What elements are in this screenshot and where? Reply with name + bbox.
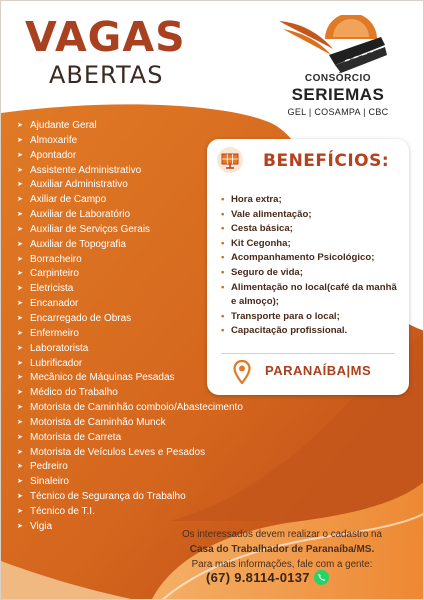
phone-number[interactable]: (67) 9.8114-0137 <box>206 570 310 585</box>
chevron-right-icon: ➤ <box>17 270 23 278</box>
bullet-icon: • <box>221 237 225 249</box>
chevron-right-icon: ➤ <box>17 493 23 501</box>
chevron-right-icon: ➤ <box>17 344 23 352</box>
list-item <box>17 401 243 416</box>
list-item <box>17 505 243 520</box>
job-title: Ajudante Geral <box>30 120 97 131</box>
chevron-right-icon: ➤ <box>17 240 23 248</box>
bullet-icon: • <box>221 194 225 205</box>
page-subtitle: ABERTAS <box>49 61 164 89</box>
chevron-right-icon: ➤ <box>17 225 23 233</box>
chevron-right-icon: ➤ <box>17 211 23 219</box>
logo-name-line2: SERIEMAS <box>291 85 385 104</box>
chevron-right-icon: ➤ <box>17 314 23 322</box>
job-title: Médico do Trabalho <box>30 387 118 399</box>
list-item <box>221 324 399 339</box>
contact-row <box>206 570 329 585</box>
benefit-text: Acompanhamento Psicológico; <box>231 252 375 264</box>
logo-partners: GEL | COSAMPA | CBC <box>287 107 389 117</box>
job-title: Auxiliar de Topografia <box>30 238 126 250</box>
whatsapp-icon[interactable] <box>314 570 329 585</box>
solar-panel-icon <box>217 147 243 173</box>
chevron-right-icon: ➤ <box>17 181 23 189</box>
job-title: Encanador <box>30 298 79 310</box>
bullet-icon: • <box>221 208 225 220</box>
job-title: Pedreiro <box>30 461 68 473</box>
divider <box>221 353 395 354</box>
job-title: Laboratorista <box>30 342 89 354</box>
chevron-right-icon: ➤ <box>17 151 23 159</box>
job-title: Borracheiro <box>30 253 82 265</box>
chevron-right-icon: ➤ <box>17 196 23 204</box>
benefit-text: Capacitação profissional. <box>231 325 348 337</box>
chevron-right-icon: ➤ <box>17 255 23 263</box>
benefit-text: Seguro de vida; <box>231 266 303 278</box>
chevron-right-icon: ➤ <box>17 448 23 456</box>
chevron-right-icon: ➤ <box>17 285 23 293</box>
benefit-text: Alimentação no local(café da manhã e almoço); <box>231 281 397 308</box>
benefits-list <box>221 193 399 339</box>
job-title: Vigia <box>30 520 53 532</box>
job-title: Motorista de Veículos Leves e Pesados <box>30 446 206 458</box>
job-title: Encarregado de Obras <box>30 312 132 324</box>
job-title: Auxiliar de Laboratório <box>30 209 131 221</box>
job-title: Carpinteiro <box>30 268 79 280</box>
chevron-right-icon: ➤ <box>17 418 23 426</box>
logo-name-line1: CONSÓRCIO <box>304 73 372 84</box>
benefit-text: Transporte para o local; <box>231 310 340 322</box>
bullet-icon: • <box>221 310 225 322</box>
list-item <box>17 431 243 446</box>
list-item <box>221 266 399 281</box>
list-item <box>221 193 399 208</box>
chevron-right-icon: ➤ <box>17 478 23 486</box>
job-title: Motorista de Caminhão Munck <box>30 416 166 428</box>
list-item <box>17 119 243 134</box>
list-item <box>221 281 399 310</box>
footer-line2: Casa do Trabalhador de Paranaíba/MS. <box>189 544 375 555</box>
benefit-text: Vale alimentação; <box>231 208 312 220</box>
page-title: VAGAS <box>25 13 186 61</box>
list-item <box>17 446 243 461</box>
benefit-text: Cesta básica; <box>231 223 293 235</box>
list-item <box>221 208 399 223</box>
benefit-text: Hora extra; <box>231 194 282 205</box>
list-item <box>17 475 243 490</box>
list-item <box>221 237 399 252</box>
map-pin-icon <box>233 360 251 384</box>
footer-line3: Para mais informações, fale com a gente: <box>191 559 373 570</box>
job-title: Apontador <box>30 149 77 161</box>
job-title: Motorista de Carreta <box>30 431 122 443</box>
chevron-right-icon: ➤ <box>17 122 23 129</box>
list-item <box>221 251 399 266</box>
bullet-icon: • <box>221 223 225 235</box>
benefits-card <box>207 139 409 395</box>
job-title: Motorista de Caminhão comboio/Abastecimento <box>30 402 243 414</box>
list-item <box>221 222 399 237</box>
job-title: Assistente Administrativo <box>30 164 142 176</box>
job-title: Mecânico de Máquinas Pesadas <box>30 372 175 384</box>
footer-line1: Os interessados devem realizar o cadastro na <box>182 529 382 540</box>
benefits-title: BENEFÍCIOS: <box>263 151 390 171</box>
chevron-right-icon: ➤ <box>17 136 23 144</box>
list-item <box>17 490 243 505</box>
list-item <box>221 310 399 325</box>
chevron-right-icon: ➤ <box>17 300 23 308</box>
bullet-icon: • <box>221 325 225 337</box>
chevron-right-icon: ➤ <box>17 389 23 397</box>
job-title: Auxiliar Administrativo <box>30 179 128 191</box>
job-title: Técnico de T.I. <box>30 505 95 517</box>
job-title: Sinaleiro <box>30 476 69 488</box>
chevron-right-icon: ➤ <box>17 166 23 174</box>
job-title: Auxiliar de Serviços Gerais <box>30 223 151 235</box>
job-title: Almoxarife <box>30 134 78 146</box>
chevron-right-icon: ➤ <box>17 404 23 412</box>
chevron-right-icon: ➤ <box>17 329 23 337</box>
list-item <box>17 460 243 475</box>
chevron-right-icon: ➤ <box>17 463 23 471</box>
chevron-right-icon: ➤ <box>17 507 23 515</box>
job-title: Axiliar de Campo <box>30 194 107 206</box>
logo-emblem-icon <box>273 15 403 75</box>
chevron-right-icon: ➤ <box>17 433 23 441</box>
chevron-right-icon: ➤ <box>17 374 23 382</box>
bullet-icon: • <box>221 252 225 264</box>
job-title: Enfermeiro <box>30 327 79 339</box>
chevron-right-icon: ➤ <box>17 359 23 367</box>
bullet-icon: • <box>221 266 225 278</box>
bullet-icon: • <box>221 281 225 293</box>
company-logo <box>273 15 403 119</box>
job-title: Técnico de Segurança do Trabalho <box>30 491 186 503</box>
chevron-right-icon: ➤ <box>17 522 23 530</box>
benefit-text: Kit Cegonha; <box>231 237 291 249</box>
location-text: PARANAÍBA|MS <box>265 363 372 378</box>
job-title: Lubrificador <box>30 357 83 369</box>
list-item <box>17 416 243 431</box>
job-title: Eletricista <box>30 283 74 295</box>
